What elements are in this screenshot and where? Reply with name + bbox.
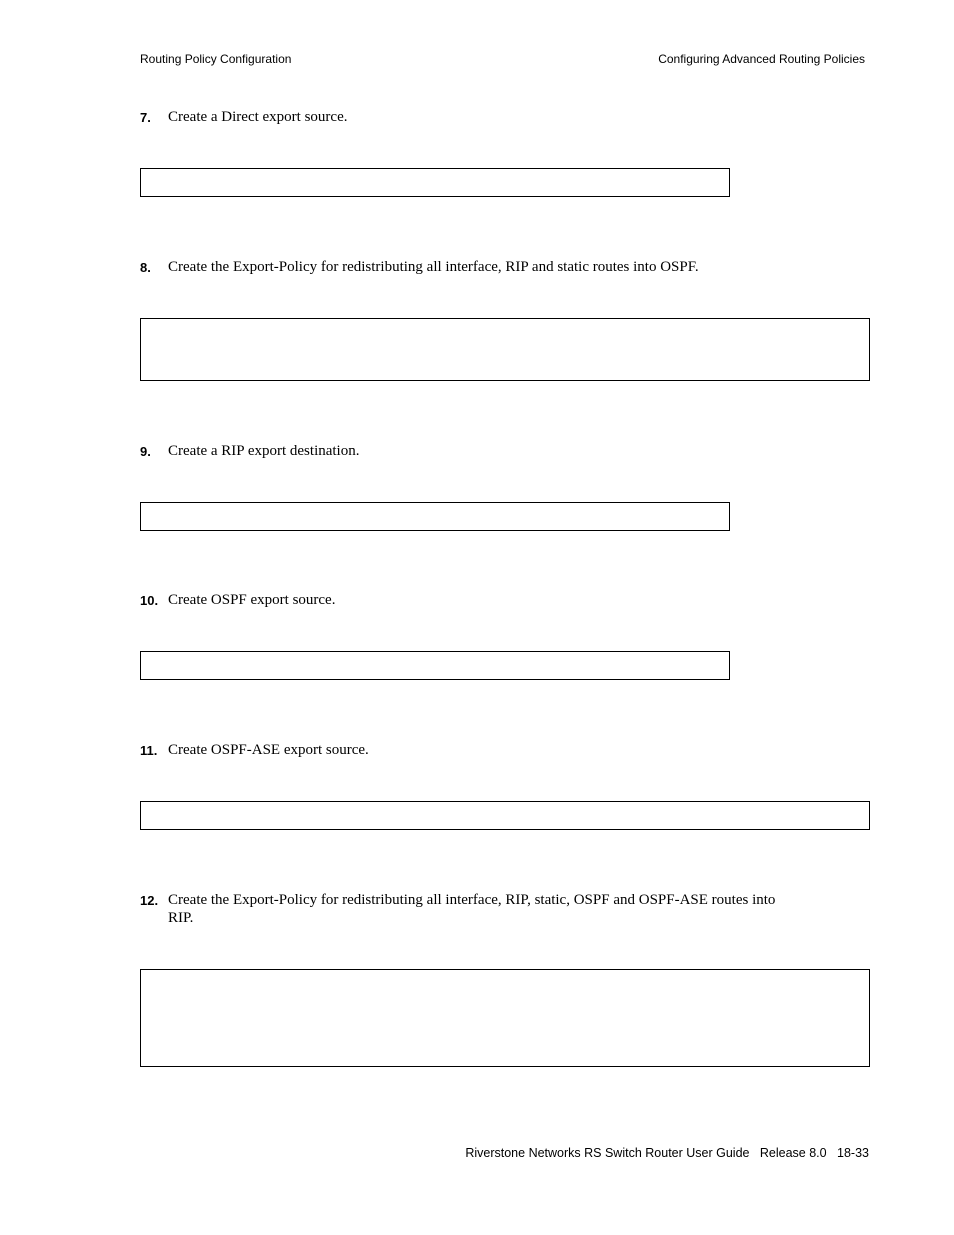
- step-number: 7.: [140, 110, 151, 125]
- step-10: [140, 591, 790, 609]
- step-number: 10.: [140, 593, 159, 608]
- header-section-title: Routing Policy Configuration: [140, 52, 292, 66]
- code-box-step-10: [140, 651, 730, 680]
- step-number: 11.: [140, 743, 158, 758]
- page-footer: Riverstone Networks RS Switch Router User Guide Release 8.0 18-33: [465, 1146, 869, 1160]
- step-text: Create OSPF export source.: [168, 592, 336, 608]
- code-box-step-12: [140, 969, 870, 1067]
- step-number: 9.: [140, 444, 151, 459]
- step-text: Create a RIP export destination.: [168, 443, 360, 459]
- code-box-step-11: [140, 801, 870, 830]
- step-text: Create the Export-Policy for redistributing all interface, RIP, static, OSPF and OSPF-ASE routes into RIP.: [168, 892, 776, 926]
- step-12: [140, 891, 790, 927]
- code-box-step-8: [140, 318, 870, 381]
- header-chapter-title: Configuring Advanced Routing Policies: [658, 52, 865, 66]
- step-text: Create the Export-Policy for redistributing all interface, RIP and static routes into OSPF.: [168, 259, 699, 275]
- step-text: Create OSPF-ASE export source.: [168, 742, 369, 758]
- step-9: [140, 442, 790, 460]
- step-7: [140, 108, 790, 126]
- step-number: 12.: [140, 893, 159, 908]
- step-text: Create a Direct export source.: [168, 109, 348, 125]
- code-box-step-9: [140, 502, 730, 531]
- step-8: [140, 258, 790, 276]
- code-box-step-7: [140, 168, 730, 197]
- step-11: [140, 741, 790, 759]
- step-number: 8.: [140, 260, 151, 275]
